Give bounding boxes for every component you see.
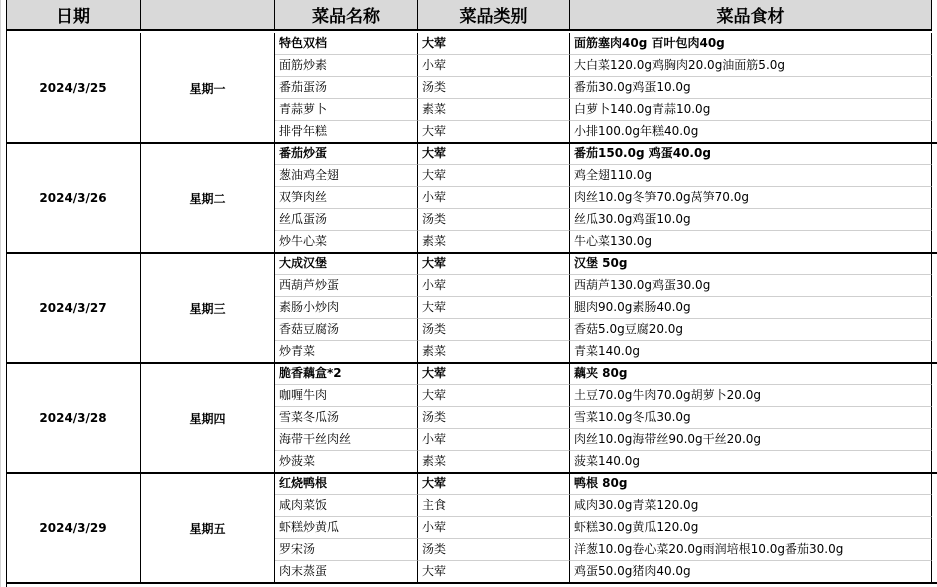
category-cell[interactable]: 大荤 [418,561,570,583]
weekday-cell[interactable]: 星期一 [141,33,275,143]
ingredients-cell[interactable]: 洋葱10.0g卷心菜20.0g雨润培根10.0g番茄30.0g [570,539,932,561]
dish-name-cell[interactable]: 红烧鸭根 [275,473,418,495]
weekday-cell[interactable]: 星期三 [141,253,275,363]
category-cell[interactable]: 小荤 [418,517,570,539]
dish-name-cell[interactable]: 香菇豆腐汤 [275,319,418,341]
category-cell[interactable]: 汤类 [418,539,570,561]
category-cell[interactable]: 小荤 [418,55,570,77]
ingredients-cell[interactable]: 鸭根 80g [570,473,932,495]
category-cell[interactable]: 汤类 [418,407,570,429]
dish-name-cell[interactable]: 双笋肉丝 [275,187,418,209]
header-dish-name[interactable]: 菜品名称 [275,0,418,31]
category-cell[interactable]: 汤类 [418,209,570,231]
header-weekday[interactable] [141,0,275,31]
dish-name-cell[interactable]: 罗宋汤 [275,539,418,561]
ingredients-cell[interactable]: 鸡蛋50.0g猪肉40.0g [570,561,932,583]
category-cell[interactable]: 大荤 [418,297,570,319]
ingredients-cell[interactable]: 番茄30.0g鸡蛋10.0g [570,77,932,99]
ingredients-cell[interactable]: 菠菜140.0g [570,451,932,473]
date-cell[interactable]: 2024/3/25 [6,33,141,143]
category-cell[interactable]: 素菜 [418,341,570,363]
ingredients-cell[interactable]: 咸肉30.0g青菜120.0g [570,495,932,517]
dish-name-cell[interactable]: 咖喱牛肉 [275,385,418,407]
ingredients-cell[interactable]: 牛心菜130.0g [570,231,932,253]
dish-name-cell[interactable]: 番茄蛋汤 [275,77,418,99]
category-cell[interactable]: 大荤 [418,121,570,143]
weekday-cell[interactable]: 星期四 [141,363,275,473]
dish-name-cell[interactable]: 青蒜萝卜 [275,99,418,121]
category-cell[interactable]: 素菜 [418,451,570,473]
ingredients-cell[interactable]: 藕夹 80g [570,363,932,385]
dish-name-cell[interactable]: 大成汉堡 [275,253,418,275]
category-cell[interactable]: 主食 [418,495,570,517]
dish-name-cell[interactable]: 虾糕炒黄瓜 [275,517,418,539]
dish-name-cell[interactable]: 脆香藕盒*2 [275,363,418,385]
dish-name-cell[interactable]: 特色双档 [275,33,418,55]
ingredients-cell[interactable]: 土豆70.0g牛肉70.0g胡萝卜20.0g [570,385,932,407]
ingredients-cell[interactable]: 香菇5.0g豆腐20.0g [570,319,932,341]
dish-name-cell[interactable]: 咸肉菜饭 [275,495,418,517]
ingredients-cell[interactable]: 鸡全翅110.0g [570,165,932,187]
dish-name-cell[interactable]: 海带干丝肉丝 [275,429,418,451]
category-cell[interactable]: 小荤 [418,275,570,297]
weekday-cell[interactable]: 星期五 [141,473,275,583]
ingredients-cell[interactable]: 大白菜120.0g鸡胸肉20.0g油面筋5.0g [570,55,932,77]
ingredients-cell[interactable]: 腿肉90.0g素肠40.0g [570,297,932,319]
category-cell[interactable]: 大荤 [418,33,570,55]
category-cell[interactable]: 汤类 [418,77,570,99]
ingredients-cell[interactable]: 雪菜10.0g冬瓜30.0g [570,407,932,429]
date-cell[interactable]: 2024/3/27 [6,253,141,363]
category-cell[interactable]: 小荤 [418,429,570,451]
header-date[interactable]: 日期 [6,0,141,31]
category-cell[interactable]: 大荤 [418,363,570,385]
dish-name-cell[interactable]: 肉末蒸蛋 [275,561,418,583]
grid-line [0,0,1,587]
ingredients-cell[interactable]: 面筋塞肉40g 百叶包肉40g [570,33,932,55]
dish-name-cell[interactable]: 雪菜冬瓜汤 [275,407,418,429]
ingredients-cell[interactable]: 小排100.0g年糕40.0g [570,121,932,143]
ingredients-cell[interactable]: 丝瓜30.0g鸡蛋10.0g [570,209,932,231]
date-cell[interactable]: 2024/3/26 [6,143,141,253]
category-cell[interactable]: 大荤 [418,473,570,495]
ingredients-cell[interactable]: 白萝卜140.0g青蒜10.0g [570,99,932,121]
ingredients-cell[interactable]: 肉丝10.0g海带丝90.0g干丝20.0g [570,429,932,451]
ingredients-cell[interactable]: 肉丝10.0g冬笋70.0g莴笋70.0g [570,187,932,209]
dish-name-cell[interactable]: 炒菠菜 [275,451,418,473]
dish-name-cell[interactable]: 丝瓜蛋汤 [275,209,418,231]
dish-name-cell[interactable]: 炒牛心菜 [275,231,418,253]
date-cell[interactable]: 2024/3/29 [6,473,141,583]
category-cell[interactable]: 大荤 [418,385,570,407]
dish-name-cell[interactable]: 面筋炒素 [275,55,418,77]
category-cell[interactable]: 素菜 [418,99,570,121]
ingredients-cell[interactable]: 青菜140.0g [570,341,932,363]
category-cell[interactable]: 素菜 [418,231,570,253]
ingredients-cell[interactable]: 汉堡 50g [570,253,932,275]
weekday-cell[interactable]: 星期二 [141,143,275,253]
category-cell[interactable]: 大荤 [418,143,570,165]
category-cell[interactable]: 大荤 [418,165,570,187]
dish-name-cell[interactable]: 素肠小炒肉 [275,297,418,319]
dish-name-cell[interactable]: 番茄炒蛋 [275,143,418,165]
dish-name-cell[interactable]: 排骨年糕 [275,121,418,143]
dish-name-cell[interactable]: 炒青菜 [275,341,418,363]
header-ingredients[interactable]: 菜品食材 [570,0,932,31]
header-category[interactable]: 菜品类别 [418,0,570,31]
category-cell[interactable]: 汤类 [418,319,570,341]
date-cell[interactable]: 2024/3/28 [6,363,141,473]
category-cell[interactable]: 小荤 [418,187,570,209]
category-cell[interactable]: 大荤 [418,253,570,275]
dish-name-cell[interactable]: 葱油鸡全翅 [275,165,418,187]
group-separator [6,582,937,584]
ingredients-cell[interactable]: 虾糕30.0g黄瓜120.0g [570,517,932,539]
dish-name-cell[interactable]: 西葫芦炒蛋 [275,275,418,297]
ingredients-cell[interactable]: 西葫芦130.0g鸡蛋30.0g [570,275,932,297]
ingredients-cell[interactable]: 番茄150.0g 鸡蛋40.0g [570,143,932,165]
